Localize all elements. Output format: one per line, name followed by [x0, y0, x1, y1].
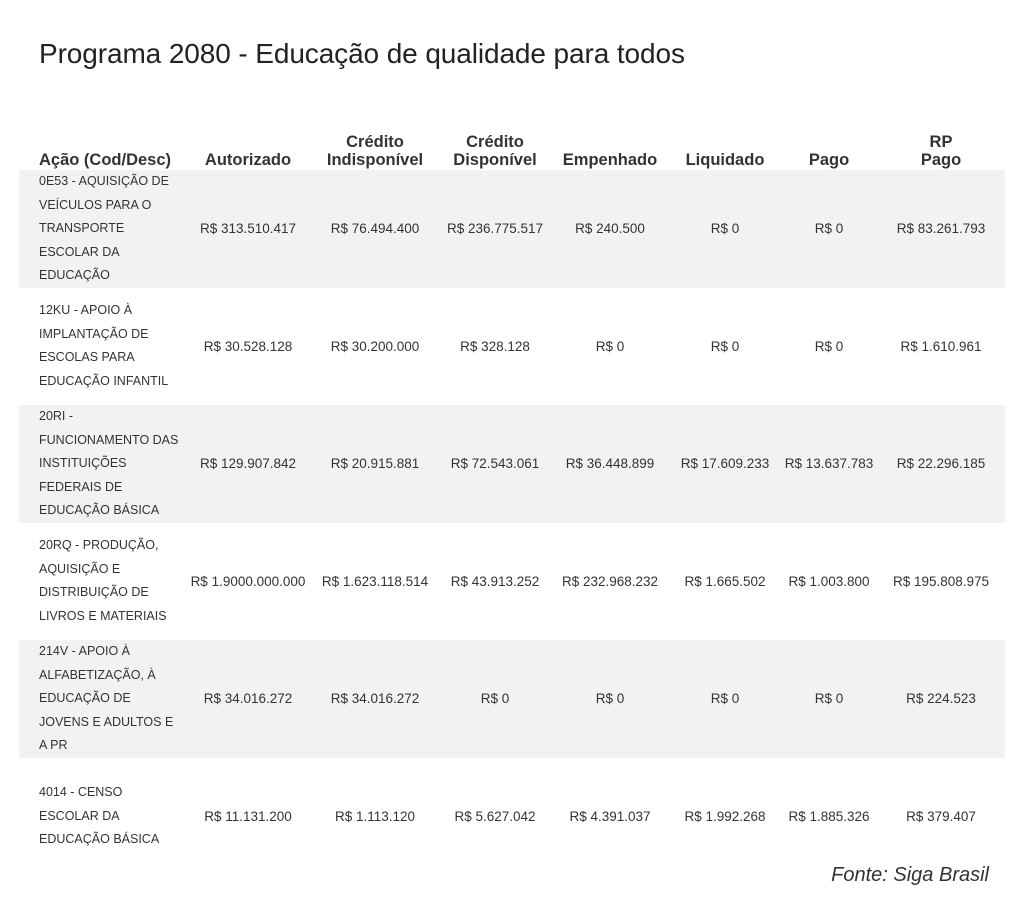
value-cell-liquidado: R$ 0 [710, 691, 740, 707]
value-cell-pago: R$ 0 [814, 221, 844, 237]
table-row [19, 758, 1005, 876]
value-cell-pago: R$ 1.885.326 [788, 808, 870, 824]
value-cell-empenhado: R$ 232.968.232 [561, 573, 659, 589]
value-cell-cred-indisp: R$ 1.113.120 [334, 808, 416, 824]
column-header-liquidado: Liquidado [685, 151, 765, 169]
table-row [19, 170, 1005, 288]
value-cell-rp-pago: R$ 224.523 [906, 691, 976, 707]
value-cell-pago: R$ 0 [814, 338, 844, 354]
value-cell-rp-pago: R$ 195.808.975 [892, 573, 990, 589]
value-cell-pago: R$ 1.003.800 [788, 573, 870, 589]
value-cell-liquidado: R$ 1.992.268 [684, 808, 766, 824]
column-header-acao: Ação (Cod/Desc) [39, 151, 172, 169]
value-cell-autorizado: R$ 313.510.417 [199, 221, 297, 237]
action-description-cell: 0E53 - AQUISIÇÃO DE VEÍCULOS PARA O TRANSPORTE ESCOLAR DA EDUCAÇÃO [39, 174, 169, 282]
value-cell-pago: R$ 0 [814, 691, 844, 707]
value-cell-cred-disp: R$ 328.128 [460, 338, 530, 354]
table-row [19, 288, 1005, 406]
table-row [19, 405, 1005, 523]
value-cell-cred-disp: R$ 72.543.061 [450, 456, 540, 472]
action-description-cell: 214V - APOIO À ALFABETIZAÇÃO, À EDUCAÇÃO DE JOVENS E ADULTOS E A PR [39, 644, 174, 752]
value-cell-cred-disp: R$ 5.627.042 [454, 808, 536, 824]
action-description-cell: 20RI - FUNCIONAMENTO DAS INSTITUIÇÕES FEDERAIS DE EDUCAÇÃO BÁSICA [39, 409, 179, 517]
value-cell-pago: R$ 13.637.783 [784, 456, 874, 472]
table-row [19, 523, 1005, 641]
budget-table [19, 110, 1005, 875]
value-cell-cred-disp: R$ 0 [480, 691, 510, 707]
value-cell-cred-indisp: R$ 1.623.118.514 [321, 573, 429, 589]
value-cell-cred-indisp: R$ 30.200.000 [330, 338, 420, 354]
value-cell-liquidado: R$ 0 [710, 338, 740, 354]
column-header-rp-pago: RP Pago [920, 133, 962, 169]
value-cell-cred-indisp: R$ 20.915.881 [330, 456, 420, 472]
value-cell-autorizado: R$ 30.528.128 [203, 338, 293, 354]
column-header-cred-indisp: Crédito Indisponível [326, 133, 424, 169]
table-row [19, 640, 1005, 758]
value-cell-empenhado: R$ 0 [595, 338, 625, 354]
column-header-cred-disp: Crédito Disponível [453, 133, 537, 169]
table-header-row [19, 110, 1005, 170]
column-header-pago: Pago [808, 151, 850, 169]
value-cell-autorizado: R$ 11.131.200 [204, 808, 292, 824]
value-cell-rp-pago: R$ 22.296.185 [896, 456, 986, 472]
value-cell-cred-disp: R$ 43.913.252 [450, 573, 540, 589]
value-cell-empenhado: R$ 240.500 [575, 221, 645, 237]
action-description-cell: 12KU - APOIO À IMPLANTAÇÃO DE ESCOLAS PARA EDUCAÇÃO INFANTIL [39, 303, 169, 388]
value-cell-autorizado: R$ 1.9000.000.000 [190, 573, 306, 589]
value-cell-empenhado: R$ 0 [595, 691, 625, 707]
value-cell-empenhado: R$ 4.391.037 [569, 808, 651, 824]
value-cell-autorizado: R$ 34.016.272 [203, 691, 293, 707]
value-cell-rp-pago: R$ 379.407 [906, 808, 976, 824]
value-cell-rp-pago: R$ 83.261.793 [896, 221, 986, 237]
value-cell-liquidado: R$ 1.665.502 [684, 573, 766, 589]
action-description-cell: 20RQ - PRODUÇÃO, AQUISIÇÃO E DISTRIBUIÇÃO DE LIVROS E MATERIAIS [39, 538, 167, 623]
value-cell-liquidado: R$ 17.609.233 [680, 456, 770, 472]
value-cell-autorizado: R$ 129.907.842 [199, 456, 297, 472]
value-cell-liquidado: R$ 0 [710, 221, 740, 237]
value-cell-empenhado: R$ 36.448.899 [565, 456, 655, 472]
action-description-cell: 4014 - CENSO ESCOLAR DA EDUCAÇÃO BÁSICA [39, 785, 160, 846]
value-cell-cred-indisp: R$ 76.494.400 [330, 221, 420, 237]
page-title: Programa 2080 - Educação de qualidade para todos [39, 38, 685, 69]
source-note: Fonte: Siga Brasil [831, 864, 989, 886]
column-header-autorizado: Autorizado [204, 151, 292, 169]
column-header-empenhado: Empenhado [562, 151, 658, 169]
table-body [19, 170, 1005, 875]
value-cell-cred-disp: R$ 236.775.517 [446, 221, 544, 237]
value-cell-cred-indisp: R$ 34.016.272 [330, 691, 420, 707]
value-cell-rp-pago: R$ 1.610.961 [900, 338, 982, 354]
